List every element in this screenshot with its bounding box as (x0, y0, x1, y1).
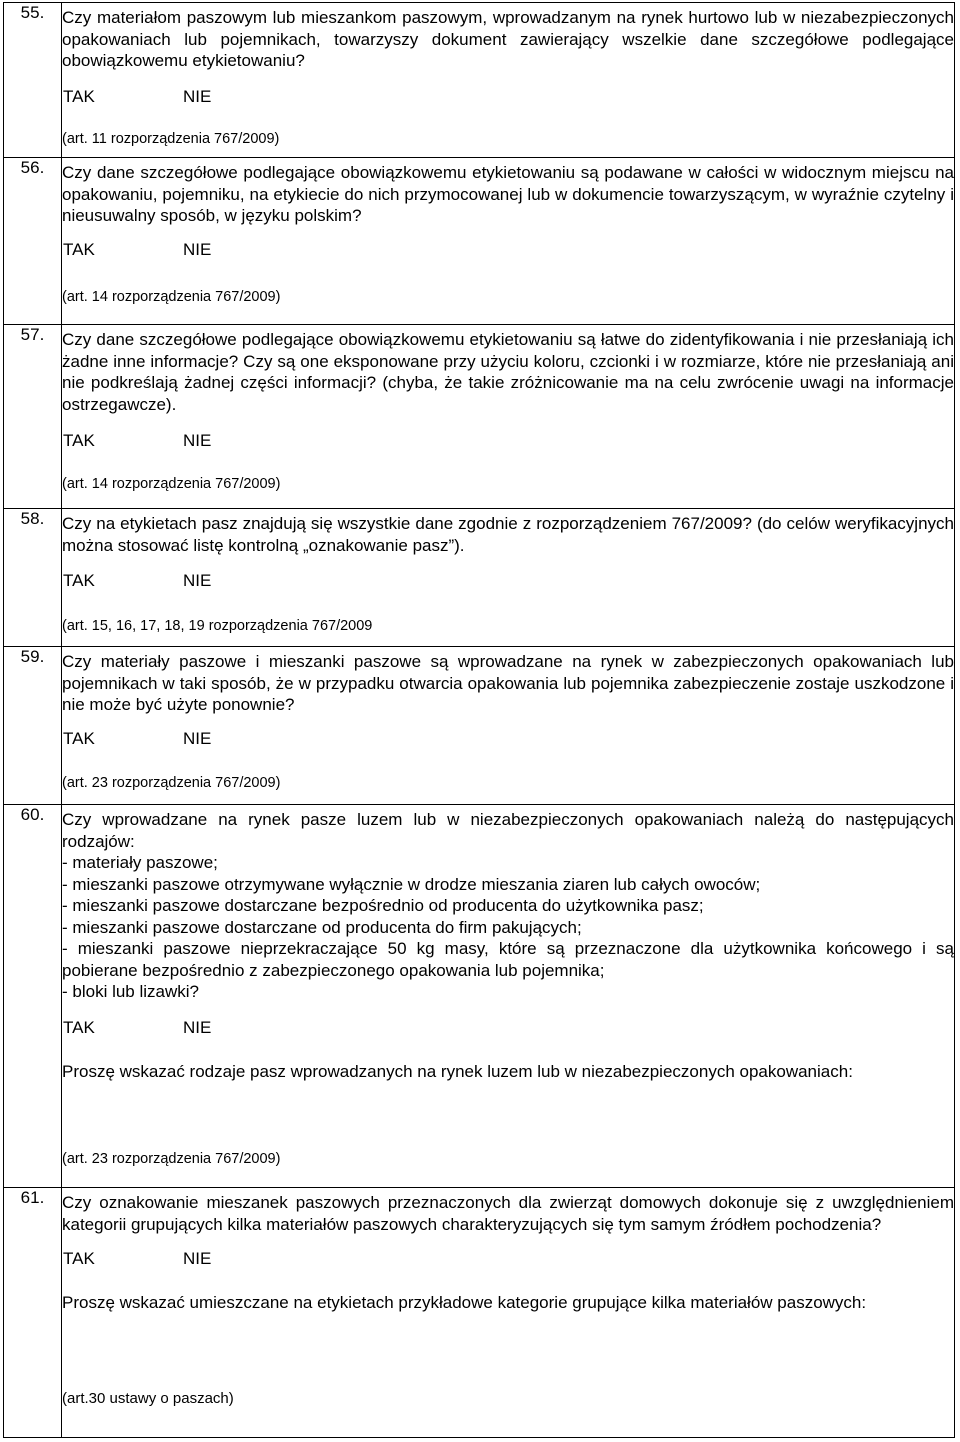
table-row (4, 647, 955, 805)
list-item: - mieszanki paszowe otrzymywane wyłącznie w drodze mieszania ziaren lub całych owoców; (62, 874, 761, 894)
question-text: Czy materiały paszowe i mieszanki paszowe są wprowadzane na rynek w zabezpieczonych opakowaniach lub pojemnikach w taki sposób, że w przypadku otwarcia opakowania lub pojemnika zabezpieczenie zostaje uszkodzone i nie może być użyte ponownie? (62, 652, 954, 714)
answer-no[interactable]: NIE (183, 1249, 212, 1268)
legal-reference: (art. 14 rozporządzenia 767/2009) (62, 476, 281, 492)
question-number: 59. (4, 647, 62, 805)
followup-prompt: Proszę wskazać umieszczane na etykietach przykładowe kategorie grupujące kilka materiałów paszowych: (62, 1293, 867, 1312)
answer-options (63, 430, 954, 452)
question-cell (62, 3, 955, 158)
question-number: 57. (4, 325, 62, 509)
answer-no[interactable]: NIE (183, 86, 212, 106)
legal-reference: (art. 23 rozporządzenia 767/2009) (62, 774, 281, 791)
answer-yes[interactable]: TAK (63, 431, 95, 450)
answer-options (63, 239, 954, 261)
question-intro: Czy wprowadzane na rynek pasze luzem lub w niezabezpieczonych opakowaniach należą do następujących rodzajów: (62, 810, 954, 851)
table-row (4, 509, 955, 647)
list-item: - mieszanki paszowe nieprzekraczające 50 kg masy, które są przeznaczone dla użytkownika końcowego i są pobierane bezpośrednio z zabezpieczonego opakowania lub pojemnika; (62, 939, 954, 980)
answer-yes[interactable]: TAK (63, 728, 95, 748)
list-item: - materiały paszowe; (62, 853, 218, 872)
question-text: Czy na etykietach pasz znajdują się wszystkie dane zgodnie z rozporządzeniem 767/2009? (do celów weryfikacyjnych można stosować listę kontrolną „oznakowanie pasz”). (62, 514, 954, 555)
question-text: Czy dane szczegółowe podlegające obowiązkowemu etykietowaniu są podawane w całości w widocznym miejscu na opakowaniu, pojemniku, na etykiecie do nich przymocowanej lub w dokumencie towarzyszącym, w wyraźnie czytelny i nieusuwalny sposób, w języku polskim? (62, 163, 954, 225)
answer-no[interactable]: NIE (183, 239, 212, 259)
answer-no[interactable]: NIE (183, 728, 212, 748)
answer-options (63, 1248, 954, 1270)
question-cell (62, 158, 955, 325)
question-number: 61. (4, 1188, 62, 1438)
answer-yes[interactable]: TAK (63, 1017, 95, 1037)
table-row (4, 3, 955, 158)
table-row (4, 805, 955, 1188)
answer-yes[interactable]: TAK (63, 86, 95, 106)
answer-options (63, 86, 954, 108)
question-number: 60. (4, 805, 62, 1188)
question-text: Czy materiałom paszowym lub mieszankom paszowym, wprowadzanym na rynek hurtowo lub w niezabezpieczonych opakowaniach lub pojemnikach, towarzyszy dokument zawierający wszelkie dane szczegółowe podlegające obowiązkowemu etykietowaniu? (62, 8, 954, 70)
question-number: 58. (4, 509, 62, 647)
legal-reference: (art.30 ustawy o paszach) (62, 1389, 234, 1407)
question-cell (62, 509, 955, 647)
list-item: - mieszanki paszowe dostarczane bezpośrednio od producenta do użytkownika pasz; (62, 896, 704, 915)
question-number: 55. (4, 3, 62, 158)
legal-reference: (art. 23 rozporządzenia 767/2009) (62, 1151, 281, 1167)
list-item: - mieszanki paszowe dostarczane od producenta do firm pakujących; (62, 917, 582, 937)
answer-no[interactable]: NIE (183, 1017, 212, 1037)
legal-reference: (art. 15, 16, 17, 18, 19 rozporządzenia 767/2009 (62, 618, 373, 634)
question-text: Czy oznakowanie mieszanek paszowych przeznaczonych dla zwierząt domowych dokonuje się z uwzględnieniem kategorii grupujących kilka materiałów paszowych charakteryzujących się tym samym źródłem pochodzenia? (62, 1193, 954, 1234)
question-cell (62, 647, 955, 805)
answer-no[interactable]: NIE (183, 571, 212, 590)
question-cell (62, 1188, 955, 1438)
question-text: Czy dane szczegółowe podlegające obowiązkowemu etykietowaniu są łatwe do zidentyfikowania i nie przesłaniają ich żadne inne informacje? Czy są one eksponowane przy użyciu koloru, czcionki i w rozmiarze, które nie przesłaniają ani nie podkreślają żadnej części informacji? (chyba, że takie zróżnicowanie ma na celu zwrócenie uwagi na informacje ostrzegawcze). (62, 330, 954, 414)
table-row (4, 158, 955, 325)
question-cell (62, 805, 955, 1188)
answer-options (63, 1017, 954, 1039)
list-item: - bloki lub lizawki? (62, 982, 199, 1001)
answer-options (63, 570, 954, 592)
legal-reference: (art. 11 rozporządzenia 767/2009) (62, 130, 280, 147)
question-text (62, 809, 954, 1003)
answer-yes[interactable]: TAK (63, 1249, 95, 1268)
questionnaire-table (3, 2, 955, 1438)
answer-no[interactable]: NIE (183, 431, 212, 450)
question-number: 56. (4, 158, 62, 325)
followup-prompt: Proszę wskazać rodzaje pasz wprowadzanych na rynek luzem lub w niezabezpieczonych opakowaniach: (62, 1061, 853, 1081)
answer-yes[interactable]: TAK (63, 239, 95, 259)
answer-yes[interactable]: TAK (63, 571, 95, 590)
table-row (4, 1188, 955, 1438)
legal-reference: (art. 14 rozporządzenia 767/2009) (62, 288, 281, 305)
answer-options (63, 728, 954, 750)
question-cell (62, 325, 955, 509)
table-row (4, 325, 955, 509)
